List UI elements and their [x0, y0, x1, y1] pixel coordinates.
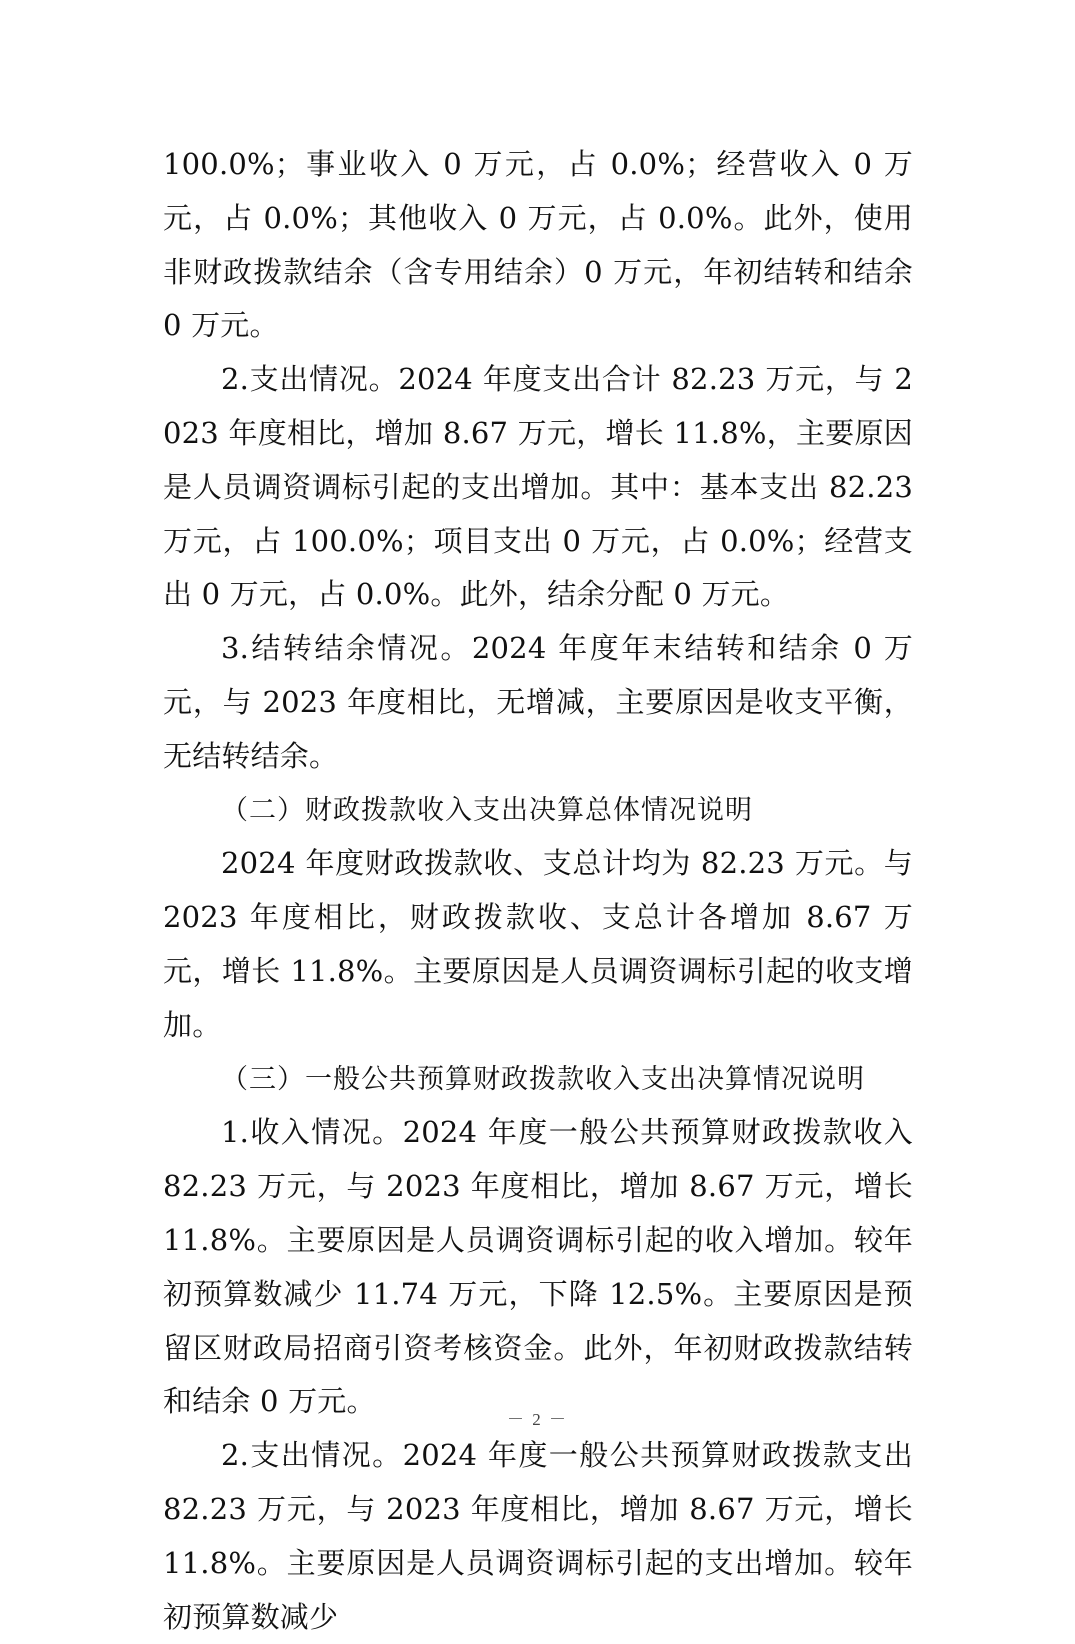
section-heading-fiscal-appropriation: （二）财政拨款收入支出决算总体情况说明: [221, 794, 753, 826]
page-number: － 2 －: [507, 1410, 568, 1429]
paragraph-fiscal-appropriation-total: 2024 年度财政拨款收、支总计均为 82.23 万元。与 2023 年度相比，财政拨款收、支总计各增加 8.67 万元，增长 11.8%。主要原因是人员调资调标引起的收支增加。: [163, 846, 913, 1042]
paragraph-general-budget-income: 1.收入情况。2024 年度一般公共预算财政拨款收入 82.23 万元，与 2023 年度相比，增加 8.67 万元，增长 11.8%。主要原因是人员调资调标引起的收入增加。较年初预算数减少 11.74 万元，下降 12.5%。主要原因是预留区财政局招商引资考核资金。此外，年初财政拨款结转和结余 0 万元。: [163, 1115, 913, 1419]
paragraph-expenditure: 2.支出情况。2024 年度支出合计 82.23 万元，与 2023 年度相比，增加 8.67 万元，增长 11.8%，主要原因是人员调资调标引起的支出增加。其中：基本支出 82.23 万元，占 100.0%；项目支出 0 万元，占 0.0%；经营支出 0 万元，占 0.0%。此外，结余分配 0 万元。: [163, 362, 913, 612]
paragraph-carryover-balance: 3.结转结余情况。2024 年度年末结转和结余 0 万元，与 2023 年度相比，无增减，主要原因是收支平衡，无结转结余。: [163, 631, 913, 773]
paragraph-general-budget-expenditure: 2.支出情况。2024 年度一般公共预算财政拨款支出 82.23 万元，与 2023 年度相比，增加 8.67 万元，增长 11.8%。主要原因是人员调资调标引起的支出增加。较年初预算数减少: [163, 1438, 913, 1634]
section-heading-general-public-budget: （三）一般公共预算财政拨款收入支出决算情况说明: [221, 1063, 865, 1095]
paragraph-income-continuation: 100.0%；事业收入 0 万元，占 0.0%；经营收入 0 万元，占 0.0%；其他收入 0 万元，占 0.0%。此外，使用非财政拨款结余（含专用结余）0 万元，年初结转和结余 0 万元。: [163, 147, 913, 343]
